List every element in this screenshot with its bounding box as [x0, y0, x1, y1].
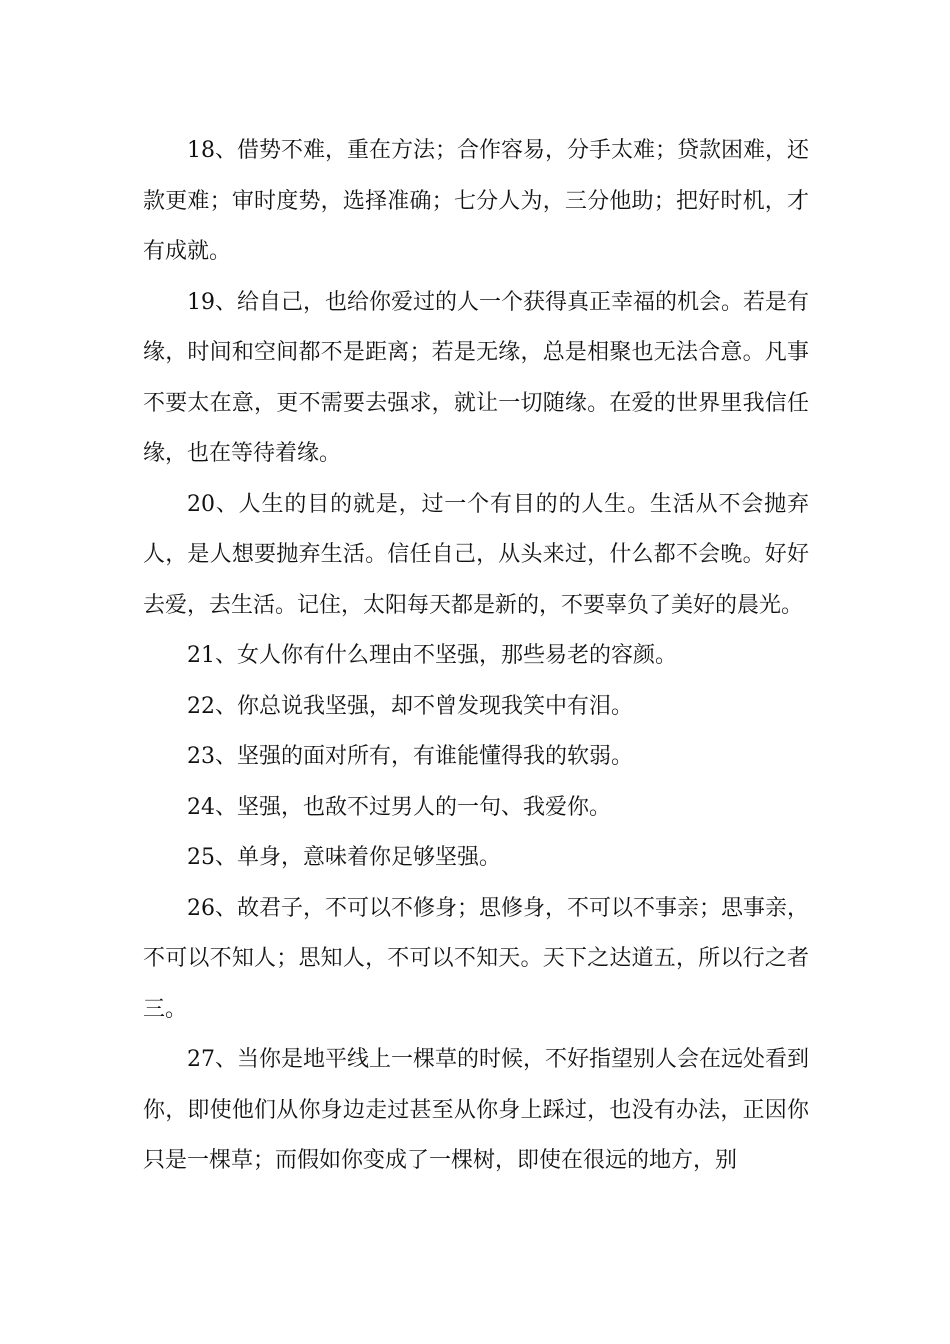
document-body — [143, 126, 809, 1187]
paragraph-18: 18、借势不难，重在方法；合作容易，分手太难；贷款困难，还款更难；审时度势，选择准确；七分人为，三分他助；把好时机，才有成就。 — [143, 138, 809, 264]
paragraph-25: 25、单身，意味着你足够坚强。 — [187, 845, 501, 870]
paragraph-20: 20、人生的目的就是，过一个有目的的人生。生活从不会抛弃人，是人想要抛弃生活。信任自己，从头来过，什么都不会晚。好好去爱，去生活。记住，太阳每天都是新的，不要辜负了美好的晨光。 — [143, 491, 809, 618]
paragraph-19: 19、给自己，也给你爱过的人一个获得真正幸福的机会。若是有缘，时间和空间都不是距离；若是无缘，总是相聚也无法合意。凡事不要太在意，更不需要去强求，就让一切随缘。在爱的世界里我信任缘，也在等待着缘。 — [143, 289, 809, 466]
paragraph-27: 27、当你是地平线上一棵草的时候，不好指望别人会在远处看到你，即使他们从你身边走过甚至从你身上踩过，也没有办法，正因你只是一棵草；而假如你变成了一棵树，即使在很远的地方，别 — [143, 1047, 809, 1173]
paragraph-26: 26、故君子，不可以不修身；思修身，不可以不事亲；思事亲，不可以不知人；思知人，不可以不知天。天下之达道五，所以行之者三。 — [143, 895, 809, 1022]
paragraph-24: 24、坚强，也敌不过男人的一句、我爱你。 — [187, 794, 611, 820]
paragraph-23: 23、坚强的面对所有，有谁能懂得我的软弱。 — [187, 744, 633, 769]
paragraph-21: 21、女人你有什么理由不坚强，那些易老的容颜。 — [187, 643, 677, 668]
paragraph-22: 22、你总说我坚强，却不曾发现我笑中有泪。 — [187, 693, 633, 719]
